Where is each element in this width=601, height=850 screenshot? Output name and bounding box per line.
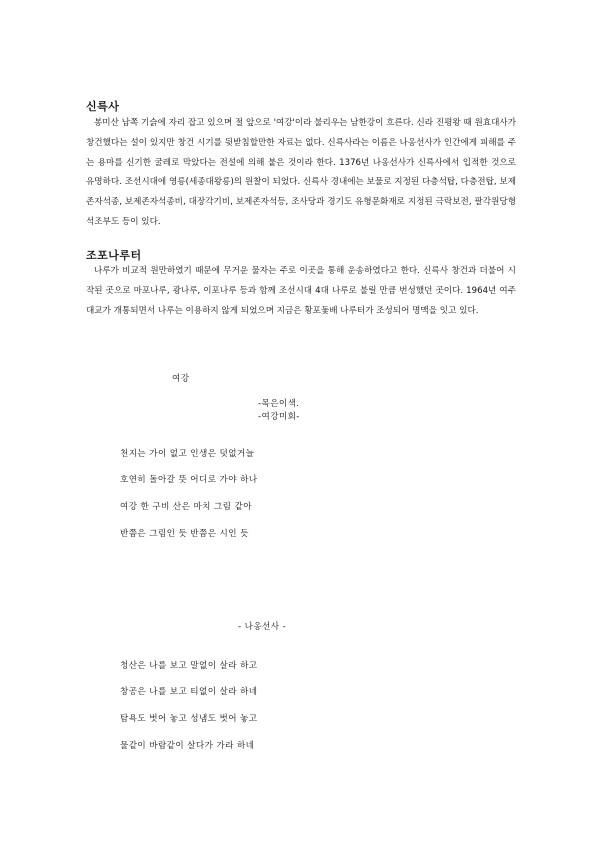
poem-title: 여강 — [172, 374, 190, 384]
poem2-line: 탐욕도 벗어 놓고 성냄도 벗어 놓고 — [120, 714, 258, 724]
section-body-ferry: 나루가 비교적 원만하였기 때문에 무거운 물자는 주로 이곳을 통해 운송하였다고 한다. 신륵사 창건과 더불어 시작된 곳으로 마포나루, 광나루, 이포나루 등과 함께 조선시대 4대 나루로 불릴 만큼 번성했던 곳이다. 1964년 여주대교가 개통되면서 나루는 이용하지 않게 되었으며 지금은 황포돛배 나루터가 조성되어 명맥을 잇고 있다. — [86, 266, 516, 316]
section-title-ferry: 조포나루터 — [86, 249, 142, 262]
poem2-line: 청산은 나를 보고 말없이 살라 하고 — [120, 661, 258, 671]
poem2-author: - 나옹선사 - — [238, 622, 287, 632]
poem-line: 여강 한 구비 산은 마치 그림 같아 — [120, 502, 252, 512]
poem-line: 호연히 돌아갈 뜻 어디로 가야 하나 — [120, 475, 258, 485]
poem-line: 천지는 가이 없고 인생은 덧없거늘 — [120, 449, 255, 459]
poem-line: 반쯤은 그림인 듯 반쯤은 시인 듯 — [120, 529, 249, 539]
poem2-line: 창공은 나를 보고 티없이 살라 하네 — [120, 687, 258, 697]
poem-author: -목은이색. — [258, 399, 300, 409]
poem2-line: 물같이 바람같이 살다가 가라 하네 — [120, 741, 255, 751]
section-body-sinreuksa: 봉미산 남쪽 기슭에 자리 잡고 있으며 절 앞으로 '여강'이라 불리우는 남한강이 흐른다. 신라 진평왕 때 원효대사가 창건했다는 설이 있지만 창건 시기를 뒷받침할만한 자료는 없다. 신륵사라는 이름은 나옹선사가 인간에게 피해를 주는 용마를 신기한 굴레로 막았다는 전설에 의해 붙은 것이라 한다. 1376년 나옹선사가 신륵사에서 입적한 것으로 유명하다. 조선시대에 영릉(세종대왕릉)의 원찰이 되었다. 신륵사 경내에는 보물로 지정된 다층석탑, 다층전탑, 보제존자석종, 보제존자석종비, 대장각기비, 보제존자석등, 조사당과 경기도 유형문화재로 지정된 극락보전, 팔각원당형석조부도 등이 있다. — [86, 118, 517, 227]
section-title-sinreuksa: 신륵사 — [86, 100, 120, 113]
poem-source: -여강미회- — [258, 412, 300, 422]
